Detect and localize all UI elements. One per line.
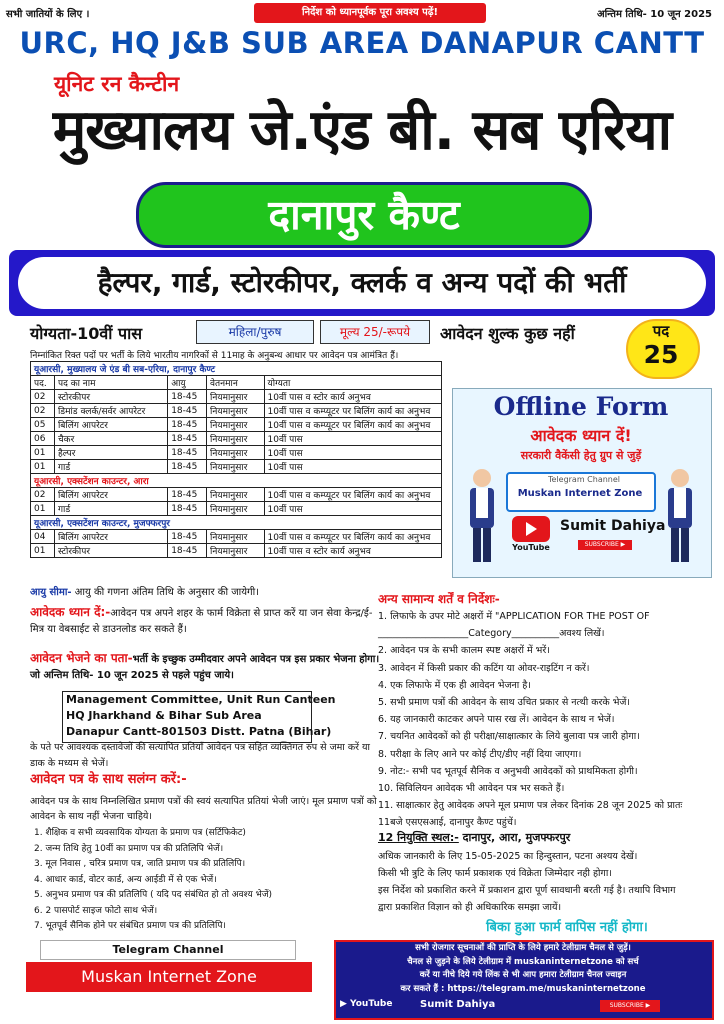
address-line-1: Management Committee, Unit Run Canteen — [66, 693, 336, 706]
list-item: 5. सभी प्रमाण पत्रों की आवेदन के साथ उचित प्रकार से नत्थी करके भेजें। — [378, 697, 631, 709]
table-cell: नियमानुसार — [207, 432, 264, 446]
table-cell: नियमानुसार — [207, 460, 264, 474]
section-title-cell: यूआरसी, मुख्यालय जे एंड बी सब-एरिया, दानापुर कैण्ट — [31, 362, 442, 376]
table-cell: 18-45 — [168, 502, 207, 516]
age-limit-text: आयु की गणना अंतिम तिथि के अनुसार की जायेगी। — [71, 587, 260, 598]
table-cell: 10वीं पास — [264, 432, 441, 446]
table-cell: पद का नाम — [54, 376, 167, 390]
table-row — [31, 460, 442, 474]
list-item: 4. एक लिफाफे में एक ही आवेदन भेजना है। — [378, 679, 531, 691]
table-cell: स्टोरकीपर — [54, 390, 167, 404]
table-cell: गार्ड — [54, 502, 167, 516]
table-cell: 10वीं पास व कम्प्यूटर पर बिलिंग कार्य का अनुभव — [264, 530, 441, 544]
footer-telegram-label: Telegram Channel — [40, 940, 296, 960]
person-illustration-left — [462, 466, 502, 566]
table-cell: नियमानुसार — [207, 530, 264, 544]
table-cell: चैकर — [54, 432, 167, 446]
table-cell: नियमानुसार — [207, 488, 264, 502]
no-fee: आवेदन शुल्क कुछ नहीं — [440, 324, 575, 343]
venue-label: 12 नियुक्ति स्थल:- — [378, 831, 459, 844]
list-item: 2. जन्म तिथि हेतु 10वीं का प्रमाण पत्र की प्रतिलिपि भेजें। — [34, 843, 224, 854]
list-item: करें या नीचे दिये गये लिंक से भी आप हमारा टेलीग्राम चैनल ज्वाइन — [419, 970, 627, 980]
post-label: पद — [652, 322, 670, 340]
table-cell: 02 — [31, 390, 55, 404]
youtube-channel-name: Sumit Dahiya — [560, 518, 666, 534]
footer-youtube-name: Sumit Dahiya — [420, 999, 496, 1010]
table-cell: बिलिंग आपरेटर — [54, 530, 167, 544]
youtube-label: YouTube — [512, 543, 550, 552]
table-row — [31, 390, 442, 404]
table-cell: 10वीं पास व स्टोर कार्य अनुभव — [264, 390, 441, 404]
table-cell: 18-45 — [168, 460, 207, 474]
section-title-cell: यूआरसी, एक्सटेंशन काउन्टर, मुजफ्फरपुर — [31, 516, 442, 530]
list-item: 11. साक्षात्कार हेतु आवेदक अपने मूल प्रमाण पत्र लेकर दिनांक 28 जून 2025 को प्रातः — [378, 800, 683, 812]
table-cell: वेतनमान — [207, 376, 264, 390]
table-cell: 10वीं पास व कम्प्यूटर पर बिलिंग कार्य का अनुभव — [264, 404, 441, 418]
attach-title: आवेदन पत्र के साथ सलंग्न करें:- — [30, 772, 187, 787]
offline-form-title: Offline Form — [493, 392, 669, 421]
vacancy-table — [30, 361, 442, 558]
table-cell: 02 — [31, 404, 55, 418]
table-cell: 06 — [31, 432, 55, 446]
table-cell: बिलिंग आपरेटर — [54, 418, 167, 432]
list-item: कर सकते हैं : https://telegram.me/muskaninternetzone — [400, 983, 646, 994]
qualification: योग्यता-10वीं पास — [30, 324, 143, 343]
address-line-3: Danapur Cantt-801503 Distt. Patna (Bihar) — [66, 725, 332, 738]
venue-notes — [378, 848, 714, 916]
table-cell: नियमानुसार — [207, 446, 264, 460]
table-cell: 18-45 — [168, 446, 207, 460]
after-address-text: के पते पर आवश्यक दस्तावेजों की सत्यापित प्रतियाँ आवेदन पत्र सहित व्यक्तिगत रुप से जमा करें या डाक के मध्यम से भेजें। — [30, 742, 370, 769]
table-cell: 10वीं पास — [264, 502, 441, 516]
list-item: ___________________Category__________अवश्य लिखें। — [378, 628, 605, 640]
list-item: 6. यह जानकारी काटकर अपने पास रख लें। आवेदन के साथ न भेजें। — [378, 714, 615, 726]
send-label: आवेदन भेजने का पता- — [30, 651, 133, 665]
rules-list — [378, 608, 714, 832]
table-cell: 10वीं पास — [264, 446, 441, 460]
age-limit-label: आयु सीमा- — [30, 587, 72, 598]
age-limit — [30, 584, 259, 598]
table-cell: 10वीं पास व कम्प्यूटर पर बिलिंग कार्य का अनुभव — [264, 488, 441, 502]
table-cell: योग्यता — [264, 376, 441, 390]
subscribe-button[interactable]: SUBSCRIBE ▶ — [578, 540, 632, 550]
list-item: इस निर्देश को प्रकाशित करने में प्रकाशन द्वारा पूर्ण सावधानी बरती गई है। तथापि विभाग — [378, 885, 676, 896]
venue-text: दानापुर, आरा, मुजफ्फरपुर — [458, 831, 571, 844]
table-cell: 04 — [31, 530, 55, 544]
table-row — [31, 488, 442, 502]
attention-label: आवेदक ध्यान दें:- — [30, 605, 111, 619]
send-address-block — [30, 650, 380, 684]
list-item: 9. नोट:- सभी पद भूतपूर्व सैनिक व अनुभवी आवेदकों को प्राथमिकता होगी। — [378, 765, 638, 777]
list-item: 4. आधार कार्ड, वोटर कार्ड, अन्य आईडी में से एक भेजें। — [34, 874, 217, 885]
table-row — [31, 418, 442, 432]
table-cell: 05 — [31, 418, 55, 432]
table-section-title — [31, 474, 442, 488]
table-row — [31, 544, 442, 558]
table-cell: गार्ड — [54, 460, 167, 474]
section-title-cell: यूआरसी, एक्सटेंशन काउन्टर, आरा — [31, 474, 442, 488]
list-item: 2. आवेदन पत्र के सभी कालम स्पष्ट अक्षरों में भरें। — [378, 645, 550, 657]
table-cell: 18-45 — [168, 390, 207, 404]
attach-list — [34, 826, 374, 935]
table-row — [31, 502, 442, 516]
list-item: 7. चयनित आवेदकों को ही परीक्षा/साक्षात्कार के लिये बुलावा पत्र जारी होगा। — [378, 731, 640, 743]
telegram-channel-label: Telegram Channel — [547, 475, 621, 484]
table-header-row — [31, 376, 442, 390]
table-cell: 18-45 — [168, 488, 207, 502]
list-item: 1. शैक्षिक व सभी व्यवसायिक योग्यता के प्रमाण पत्र (सर्टिफिकेट) — [34, 828, 246, 838]
last-date: अन्तिम तिथि- 10 जून 2025 — [596, 9, 712, 20]
top-left-note: सभी जातियों के लिए । — [6, 9, 90, 20]
send-text: भर्ती के इच्छुक उम्मीदवार अपने आवेदन पत्र इस प्रकार भेजना होगा। जो अन्तिम तिथि- 10 जून 2025 से पहले पहुंच जाये। — [30, 654, 380, 681]
table-cell: डिमांड क्लर्क/सर्वर आपरेटर — [54, 404, 167, 418]
price-badge: मूल्य 25/-रूपये — [320, 320, 430, 344]
attention-block — [30, 604, 380, 638]
table-section-title — [31, 362, 442, 376]
table-cell: 18-45 — [168, 432, 207, 446]
venue — [378, 830, 570, 845]
list-item: सभी रोजगार सूचनाओं की प्राप्ति के लिये हमारे टेलीग्राम चैनल से जुड़ें। — [415, 943, 631, 953]
table-cell: आयु — [168, 376, 207, 390]
footer-channel-name[interactable]: Muskan Internet Zone — [26, 962, 312, 992]
table-cell: नियमानुसार — [207, 404, 264, 418]
english-title: URC, HQ J&B SUB AREA DANAPUR CANTT — [19, 26, 705, 60]
list-item: 3. आवेदन में किसी प्रकार की कटिंग या ओवर-राइटिंग न करें। — [378, 662, 590, 674]
person-illustration-right — [660, 466, 700, 566]
table-cell: नियमानुसार — [207, 544, 264, 558]
table-cell: 10वीं पास व स्टोर कार्य अनुभव — [264, 544, 441, 558]
offline-join-group: सरकारी वैकेंसी हेतु ग्रुप से जुड़ें — [520, 449, 642, 462]
list-item: 6. 2 पासपोर्ट साइज फोटो साथ भेजें। — [34, 905, 158, 916]
footer-subscribe-button[interactable]: SUBSCRIBE ▶ — [600, 1000, 660, 1012]
attach-intro: आवेदन पत्र के साथ निम्नलिखित प्रमाण पत्रों की स्वयं सत्यापित प्रतियां भेजी जाएं। मूल प्रमाण पत्रों को आवेदन के साथ नहीं भेजना चाहिये। — [30, 796, 377, 822]
rules-title: अन्य सामान्य शर्तें व निर्देशः- — [378, 592, 500, 606]
list-item: 8. परीक्षा के लिए आने पर कोई टीए/डीए नहीं दिया जाएगा। — [378, 748, 582, 760]
table-row — [31, 530, 442, 544]
table-cell: 18-45 — [168, 404, 207, 418]
table-cell: 18-45 — [168, 544, 207, 558]
footer-right-text — [340, 942, 706, 996]
intro-text: निम्नांकित रिक्त पदों पर भर्ती के लिये भारतीय नागरिकों से 11माह के अनुबन्ध आधार पर आवेदन पत्र आमंत्रित हैं। — [30, 351, 399, 361]
table-cell: हैल्पर — [54, 446, 167, 460]
list-item: 3. मूल निवास , चरित्र प्रमाण पत्र, जाति प्रमाण पत्र की प्रतिलिपि। — [34, 859, 246, 869]
table-cell: 01 — [31, 460, 55, 474]
list-item: 10. सिविलियन आवेदक भी आवेदन पत्र भर सकते हैं। — [378, 783, 565, 795]
table-cell: नियमानुसार — [207, 418, 264, 432]
table-cell: 01 — [31, 446, 55, 460]
gender-badge: महिला/पुरुष — [196, 320, 314, 344]
table-cell: नियमानुसार — [207, 502, 264, 516]
list-item: 7. भूतपूर्व सैनिक होने पर संबंधित प्रमाण पत्र की प्रतिलिपि। — [34, 921, 226, 931]
table-cell: 18-45 — [168, 530, 207, 544]
location-banner: दानापुर कैण्ट — [136, 182, 592, 248]
table-row — [31, 404, 442, 418]
table-cell: बिलिंग आपरेटर — [54, 488, 167, 502]
list-item: किसी भी त्रुटि के लिए फार्म प्रकाशक एवं विक्रेता जिम्मेदार नही होगा। — [378, 868, 612, 879]
telegram-channel-name: Muskan Internet Zone — [517, 488, 643, 499]
table-row — [31, 432, 442, 446]
play-icon — [526, 522, 537, 536]
list-item: द्वारा प्रकाशित विज्ञान को ही अधिकारिक समझा जायें। — [378, 902, 562, 913]
table-cell: नियमानुसार — [207, 390, 264, 404]
table-cell: 01 — [31, 544, 55, 558]
hindi-title: मुख्यालय जे.एंड बी. सब एरिया — [52, 98, 672, 163]
posts-banner: हैल्पर, गार्ड, स्टोरकीपर, क्लर्क व अन्य पदों की भर्ती — [18, 257, 706, 309]
unsold-form-note: बिका हुआ फार्म वापिस नहीं होगा। — [430, 917, 704, 937]
list-item: 1. लिफाफे के उपर मोटे अक्षरों में "APPLICATION FOR THE POST OF — [378, 611, 650, 622]
list-item: अधिक जानकारी के लिए 15-05-2025 का हिन्दुस्तान, पटना अश्यय देखें। — [378, 851, 638, 862]
table-cell: 10वीं पास — [264, 460, 441, 474]
table-cell: 18-45 — [168, 418, 207, 432]
instruction-banner: निर्देश को ध्यानपूर्वक पूरा अवश्य पढ़ें! — [254, 3, 486, 23]
list-item: 11बजे एसएसआई, दानापुर कैण्ट पहुंचें। — [378, 817, 517, 829]
table-cell: 02 — [31, 488, 55, 502]
table-cell: 10वीं पास व कम्प्यूटर पर बिलिंग कार्य का अनुभव — [264, 418, 441, 432]
attention-text: आवेदन पत्र अपने शहर के फार्म विक्रेता से प्राप्त करें या जन सेवा केन्द्र/ई-मित्र या वेबसाईट से डाउनलोड कर सकते हैं। — [30, 608, 373, 635]
list-item: 5. अनुभव प्रमाण पत्र की प्रतिलिपि ( यदि पद संबंधित हो तो अवश्य भेजें) — [34, 890, 273, 900]
offline-attention: आवेदक ध्यान दें! — [530, 426, 632, 445]
table-cell: पद. — [31, 376, 55, 390]
table-section-title — [31, 516, 442, 530]
unit-run-canteen: यूनिट रन कैन्टीन — [54, 72, 180, 96]
footer-youtube-icon[interactable]: ▶ YouTube — [340, 999, 393, 1009]
address-line-2: HQ Jharkhand & Bihar Sub Area — [66, 709, 262, 722]
post-count: 25 — [643, 340, 679, 369]
list-item: चैनल से जुड़ने के लिये टेलीग्राम में muskaninternetzone को सर्च — [407, 956, 639, 967]
table-cell: स्टोरकीपर — [54, 544, 167, 558]
table-row — [31, 446, 442, 460]
table-cell: 01 — [31, 502, 55, 516]
